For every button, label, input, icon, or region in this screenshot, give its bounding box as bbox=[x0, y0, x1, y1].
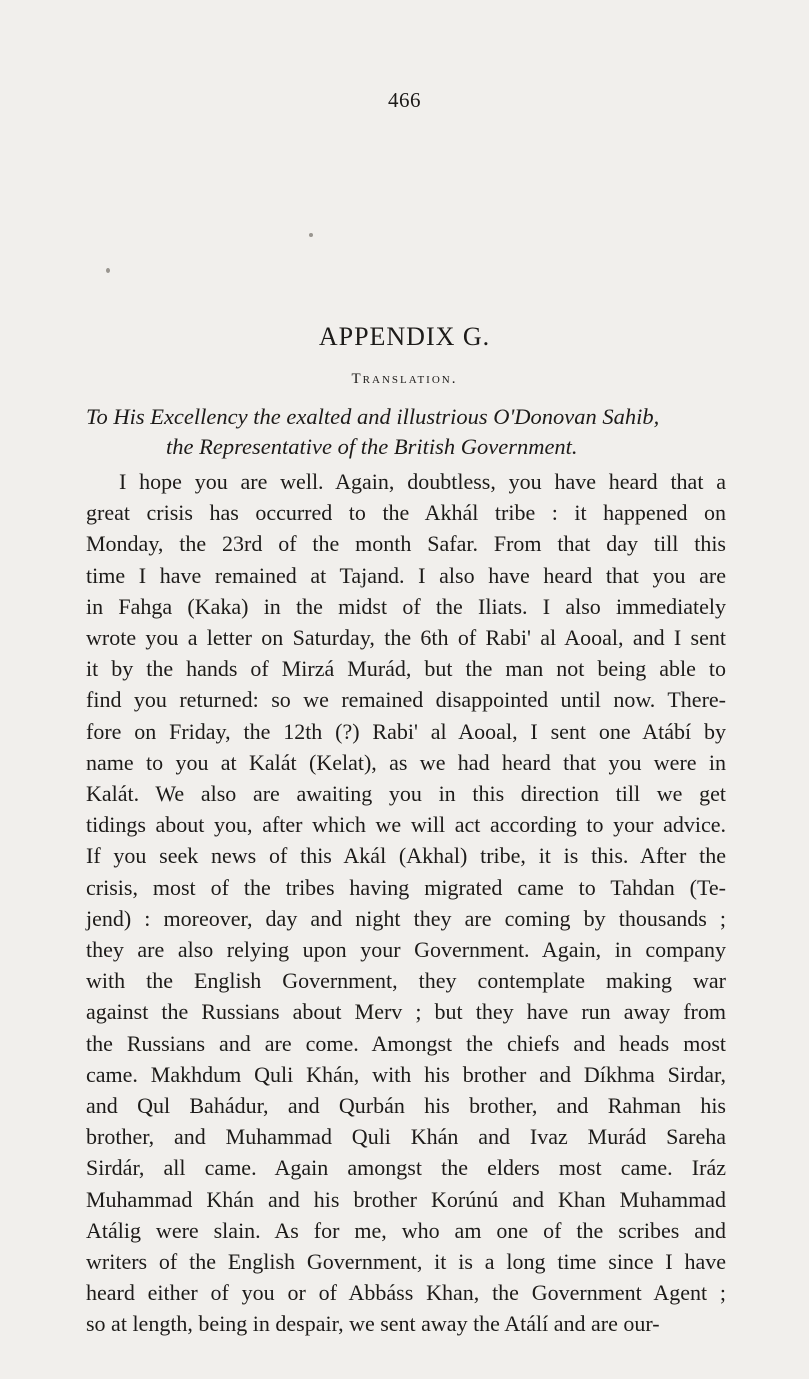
ink-speck bbox=[106, 268, 110, 273]
address-line: the Representative of the British Government. bbox=[166, 434, 578, 459]
address-line: To His Excellency the exalted and illustrious O'Donovan Sahib, bbox=[86, 404, 660, 429]
body-line: If you seek news of this Akál (Akhal) tribe, it is this. After the bbox=[86, 843, 726, 869]
ink-speck bbox=[309, 233, 313, 237]
body-line: find you returned: so we remained disappointed until now. There- bbox=[86, 687, 726, 713]
body-line: Kalát. We also are awaiting you in this direction till we get bbox=[86, 781, 726, 807]
body-line: against the Russians about Merv ; but they have run away from bbox=[86, 999, 726, 1025]
body-line: writers of the English Government, it is a long time since I have bbox=[86, 1249, 726, 1275]
body-line: Monday, the 23rd of the month Safar. From that day till this bbox=[86, 531, 726, 557]
body-line: wrote you a letter on Saturday, the 6th of Rabi' al Aooal, and I sent bbox=[86, 625, 726, 651]
body-line: and Qul Bahádur, and Qurbán his brother, and Rahman his bbox=[86, 1093, 726, 1119]
body-line: name to you at Kalát (Kelat), as we had heard that you were in bbox=[86, 749, 726, 775]
body-line: in Fahga (Kaka) in the midst of the Iliats. I also immediately bbox=[86, 593, 726, 619]
page-number: 466 bbox=[388, 88, 421, 112]
body-line: Sirdár, all came. Again amongst the elders most came. Iráz bbox=[86, 1155, 726, 1181]
body-line: great crisis has occurred to the Akhál tribe : it happened on bbox=[86, 500, 726, 526]
body-line: they are also relying upon your Government. Again, in company bbox=[86, 937, 726, 963]
body-line: the Russians and are come. Amongst the chiefs and heads most bbox=[86, 1030, 726, 1056]
body-line: it by the hands of Mirzá Murád, but the man not being able to bbox=[86, 656, 726, 682]
letter-body bbox=[86, 466, 726, 1340]
section-subtitle: Translation. bbox=[351, 371, 458, 387]
body-line: so at length, being in despair, we sent away the Atálí and are our- bbox=[86, 1311, 660, 1337]
body-line: heard either of you or of Abbáss Khan, the Government Agent ; bbox=[86, 1280, 726, 1306]
appendix-title: APPENDIX G. bbox=[318, 322, 491, 351]
body-line: tidings about you, after which we will act according to your advice. bbox=[86, 812, 726, 838]
letter-address bbox=[86, 402, 726, 462]
body-line: brother, and Muhammad Quli Khán and Ivaz Murád Sareha bbox=[86, 1124, 726, 1150]
body-line: Atálig were slain. As for me, who am one of the scribes and bbox=[86, 1217, 726, 1243]
body-line: Muhammad Khán and his brother Korúnú and Khan Muhammad bbox=[86, 1186, 726, 1212]
body-line: fore on Friday, the 12th (?) Rabi' al Aooal, I sent one Atábí by bbox=[86, 718, 726, 744]
body-line: jend) : moreover, day and night they are coming by thousands ; bbox=[86, 905, 726, 931]
body-line: with the English Government, they contemplate making war bbox=[86, 968, 726, 994]
body-line: time I have remained at Tajand. I also have heard that you are bbox=[86, 562, 726, 588]
body-line: I hope you are well. Again, doubtless, you have heard that a bbox=[119, 469, 726, 494]
body-line: came. Makhdum Quli Khán, with his brother and Díkhma Sirdar, bbox=[86, 1061, 726, 1087]
body-line: crisis, most of the tribes having migrated came to Tahdan (Te- bbox=[86, 874, 726, 900]
